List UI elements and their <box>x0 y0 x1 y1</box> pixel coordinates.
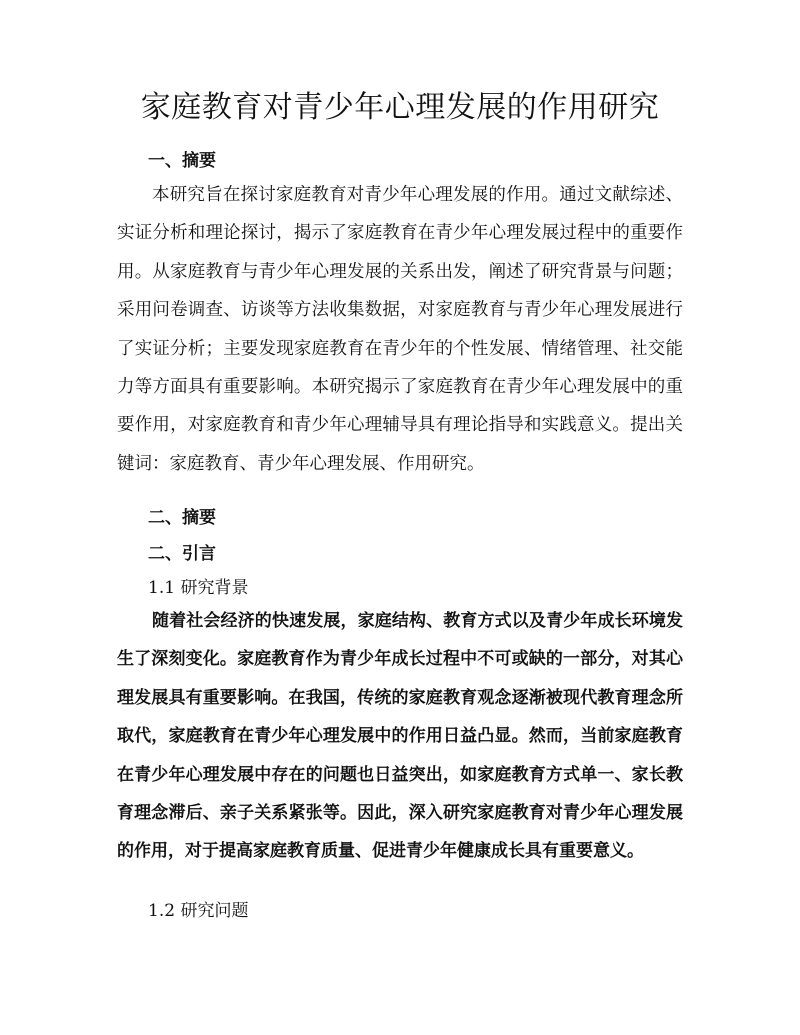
abstract-heading: 一、摘要 <box>148 151 216 171</box>
research-background-paragraph: 随着社会经济的快速发展，家庭结构、教育方式以及青少年成长环境发生了深刻变化。家庭教育作为青少年成长过程中不可或缺的一部分，对其心理发展具有重要影响。在我国，传统的家庭教育观念逐渐被现代教育理念所取代，家庭教育在青少年心理发展中的作用日益凸显。然而，当前家庭教育在青少年心理发展中存在的问题也日益突出，如家庭教育方式单一、家长教育理念滞后、亲子关系紧张等。因此，深入研究家庭教育对青少年心理发展的作用，对于提高家庭教育质量、促进青少年健康成长具有重要意义。 <box>117 611 683 862</box>
abstract-paragraph: 本研究旨在探讨家庭教育对青少年心理发展的作用。通过文献综述、实证分析和理论探讨，揭示了家庭教育在青少年心理发展过程中的重要作用。从家庭教育与青少年心理发展的关系出发，阐述了研究背景与问题；采用问卷调查、访谈等方法收集数据，对家庭教育与青少年心理发展进行了实证分析；主要发现家庭教育在青少年的个性发展、情绪管理、社交能力等方面具有重要影响。本研究揭示了家庭教育在青少年心理发展中的重要作用，对家庭教育和青少年心理辅导具有理论指导和实践意义。提出关键词：家庭教育、青少年心理发展、作用研究。 <box>117 185 683 474</box>
research-problem-heading: 1.2 研究问题 <box>148 901 249 921</box>
research-background-heading: 1.1 研究背景 <box>148 578 249 598</box>
introduction-heading: 二、引言 <box>148 544 216 564</box>
section-two-heading: 二、摘要 <box>148 508 216 528</box>
page-title: 家庭教育对青少年心理发展的作用研究 <box>140 90 660 125</box>
